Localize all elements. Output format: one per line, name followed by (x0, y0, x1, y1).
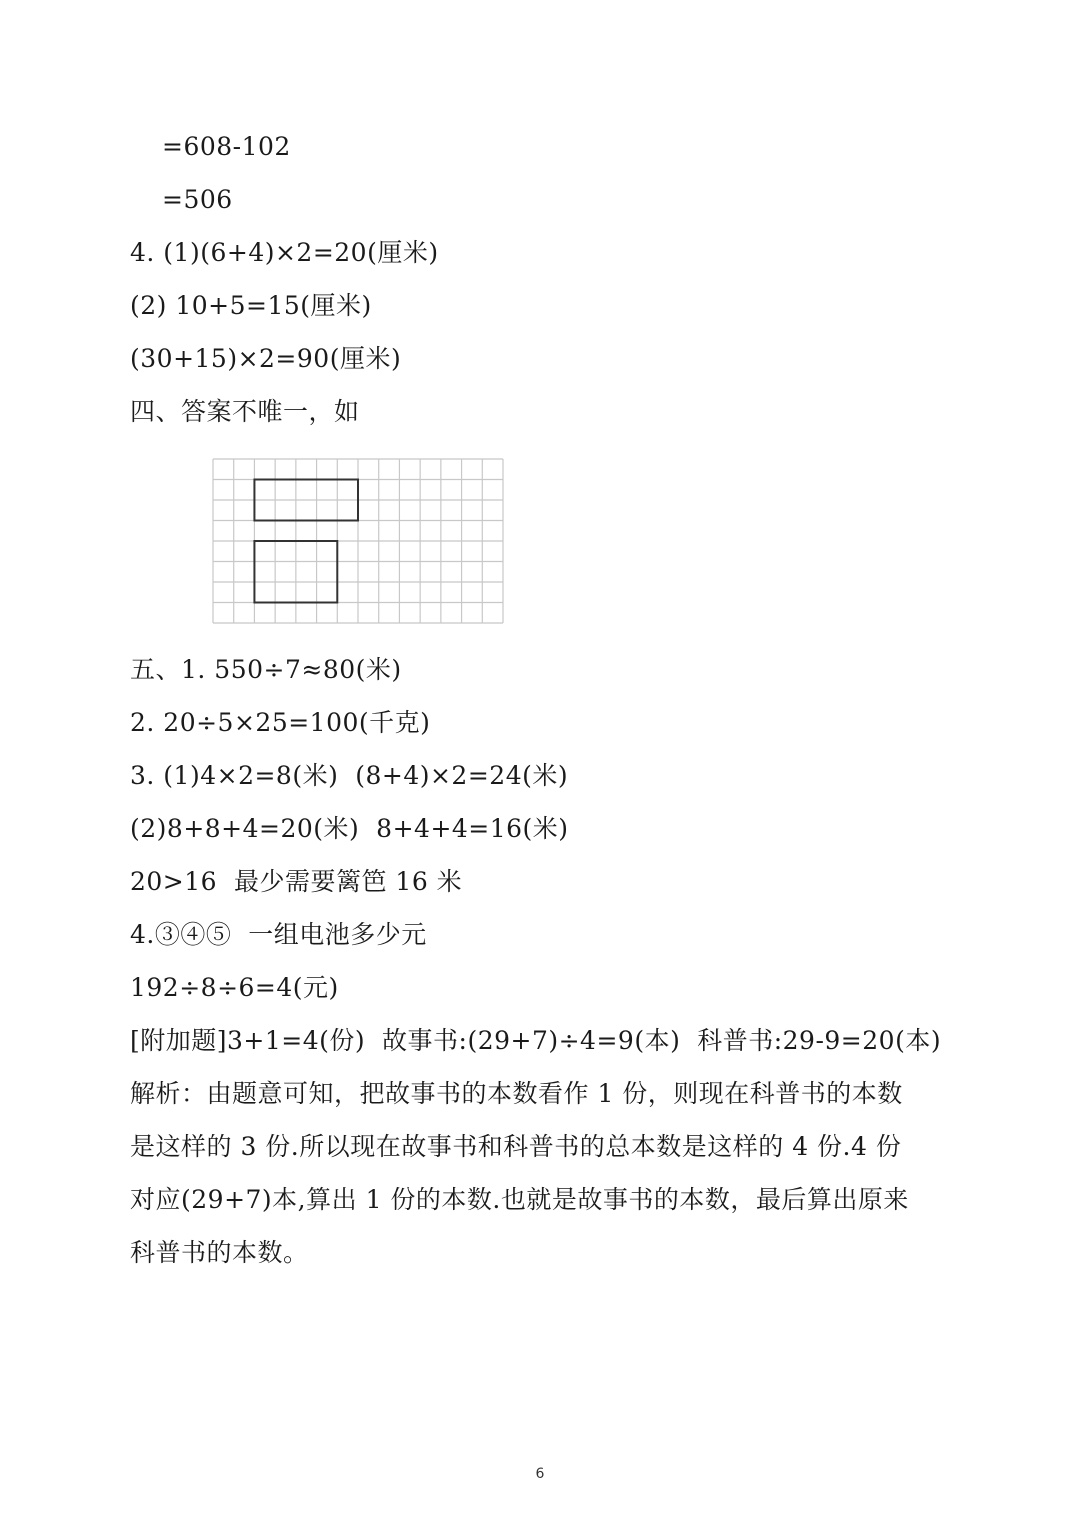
bonus-question-answer: [附加题]3+1=4(份) 故事书:(29+7)÷4=9(本) 科普书:29-9=20(本) (130, 1026, 942, 1055)
answer-5-4-calc: 192÷8÷6=4(元) (130, 973, 339, 1002)
answer-4-2: (2) 10+5=15(厘米) (130, 291, 372, 320)
answer-5-2: 2. 20÷5×25=100(千克) (130, 708, 431, 737)
answer-5-3-conclusion: 20>16 最少需要篱笆 16 米 (130, 867, 463, 896)
calc-line-506: =506 (162, 185, 233, 214)
answer-5-3-2: (2)8+8+4=20(米) 8+4+4=16(米) (130, 814, 569, 843)
answer-5-3-1: 3. (1)4×2=8(米) (8+4)×2=24(米) (130, 761, 569, 790)
analysis-line-4: 科普书的本数。 (130, 1238, 309, 1267)
answer-4-2-calc: (30+15)×2=90(厘米) (130, 344, 402, 373)
analysis-line-2: 是这样的 3 份.所以现在故事书和科普书的总本数是这样的 4 份.4 份 (130, 1132, 902, 1161)
grid-svg (212, 458, 504, 624)
section-4-heading: 四、答案不唯一，如 (130, 397, 360, 426)
grid-figure (212, 458, 504, 624)
analysis-line-1: 解析：由题意可知，把故事书的本数看作 1 份，则现在科普书的本数 (130, 1079, 903, 1108)
calc-line-608-102: =608-102 (162, 132, 291, 161)
answer-5-4: 4.③④⑤ 一组电池多少元 (130, 920, 427, 949)
analysis-line-3: 对应(29+7)本,算出 1 份的本数.也就是故事书的本数，最后算出原来 (130, 1185, 909, 1214)
answer-4-1: 4. (1)(6+4)×2=20(厘米) (130, 238, 439, 267)
answer-5-1: 五、1. 550÷7≈80(米) (130, 655, 402, 684)
page-number: 6 (535, 1466, 545, 1482)
